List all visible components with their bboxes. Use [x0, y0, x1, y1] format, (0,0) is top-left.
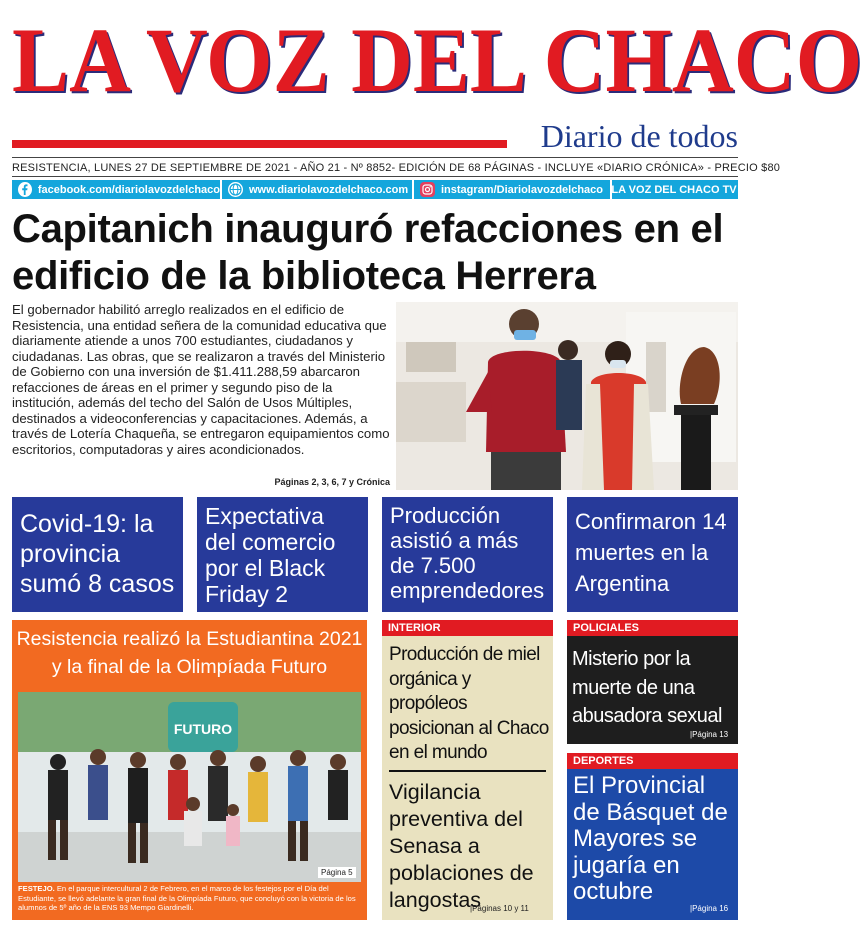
instagram-icon	[420, 182, 435, 197]
banner-text: FUTURO	[173, 721, 233, 737]
website-link[interactable]	[222, 180, 412, 199]
masthead-title: LA VOZ DEL CHACO	[12, 9, 862, 111]
lead-pages: Páginas 2, 3, 6, 7 y Crónica	[274, 477, 390, 487]
dateline-rule	[12, 157, 738, 158]
facebook-icon	[18, 182, 32, 197]
feature-photo	[18, 692, 361, 882]
dateline-rule	[12, 176, 738, 177]
tv-label: LA VOZ DEL CHACO TV	[611, 183, 737, 196]
interior-tag: INTERIOR	[382, 620, 553, 636]
policiales-tag: POLICIALES	[567, 620, 738, 636]
tv-link[interactable]	[612, 180, 736, 199]
interior-story-langostas[interactable]: Vigilancia preventiva del Senasa a poblaciones de langostas	[389, 780, 534, 912]
social-bar	[12, 180, 738, 199]
caption-text: En el parque intercultural 2 de Febrero, en el marco de los festejos por el Día del Estudiante, se llevó adelante la gran final de la Olimpíada Futuro, que concluyó con la victoria de los alumnos de 5º año de la ENS 93 Mempo Giardinelli.	[18, 884, 356, 913]
globe-icon	[228, 182, 243, 197]
instagram-link[interactable]	[414, 180, 610, 199]
feature-caption	[18, 884, 361, 913]
policiales-story[interactable]: Misterio por la muerte de una abusadora sexual	[572, 648, 722, 727]
interior-divider	[389, 770, 546, 772]
lead-headline[interactable]: Capitanich inauguró refacciones en el edificio de la biblioteca Herrera	[12, 207, 724, 298]
interior-story-miel[interactable]: Producción de miel orgánica y propóleos posicionan al Chaco en el mundo	[389, 644, 549, 763]
feature-pages: Página 5	[318, 867, 356, 878]
brief-muertes[interactable]: Confirmaron 14 muertes en la Argentina	[567, 497, 738, 612]
facebook-label: facebook.com/diariolavozdelchaco	[37, 183, 220, 196]
instagram-label: instagram/Diariolavozdelchaco	[441, 183, 603, 196]
lead-photo	[396, 302, 738, 490]
caption-lead: FESTEJO.	[18, 884, 55, 893]
brief-produccion[interactable]: Producción asistió a más de 7.500 emprendedores	[382, 497, 553, 612]
feature-title[interactable]: Resistencia realizó la Estudiantina 2021 y la final de la Olimpíada Futuro	[16, 628, 363, 678]
deportes-story[interactable]: El Provincial de Básquet de Mayores se jugaría en octubre	[573, 772, 728, 905]
masthead-red-rule	[12, 140, 507, 148]
masthead-tagline: Diario de todos	[540, 118, 738, 154]
brief-covid[interactable]: Covid-19: la provincia sumó 8 casos	[12, 497, 183, 612]
deportes-pages: |Página 16	[690, 904, 729, 913]
dateline: RESISTENCIA, LUNES 27 DE SEPTIEMBRE DE 2021 - AÑO 21 - Nº 8852- EDICIÓN DE 68 PÁGINAS - INCLUYE «DIARIO CRÓNICA» - PRECIO $80	[12, 162, 781, 174]
brief-black-friday[interactable]: Expectativa del comercio por el Black Friday 2	[197, 497, 368, 612]
interior-pages: |Páginas 10 y 11	[470, 904, 529, 913]
deportes-tag: DEPORTES	[567, 753, 738, 769]
lead-body: El gobernador habilitó arreglo realizados en el edificio de Resistencia, una entidad señera de la comunidad educativa que diariamente atiende a unos 700 estudiantes, ciudadanos y ciudadanas. Las obras, que se realizaron a través del Ministerio de Gobierno con una inversión de $1.411.288,59 abarcaron refacciones de áreas en el primer y segundo piso de la institución, además del techo del Salón de Usos Múltiples, destinados a videoconferencias y capacitaciones. Además, a través de Lotería Chaqueña, se entregaron equipamientos como escritorios, computadoras y aires acondicionados.	[12, 302, 390, 457]
policiales-pages: |Página 13	[690, 730, 729, 739]
facebook-link[interactable]	[12, 180, 220, 199]
website-label: www.diariolavozdelchaco.com	[249, 183, 409, 196]
